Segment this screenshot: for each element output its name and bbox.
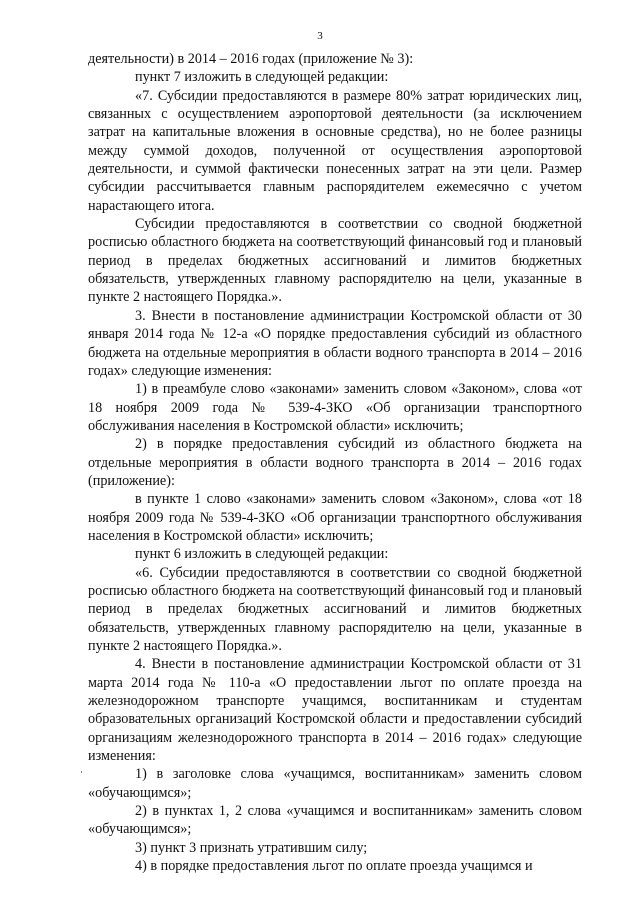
paragraph-section-3: 3. Внести в постановление администрации Костромской области от 30 января 2014 года № 12-а «О порядке предоставления субсидий из областного бюджета на отдельные мероприятия в области водного транспорта в 2014 – 2016 годах» следующие изменения:: [88, 307, 582, 379]
paragraph-section-4: 4. Внести в постановление администрации Костромской области от 31 марта 2014 года № 110-а «О предоставлении льгот по оплате проезда на железнодорожном транспорте учащимся, воспитанникам и студентам образовательных организаций Костромской области и предоставлении субсидий организациям железнодорожного транспорта в 2014 – 2016 годах» следующие изменения:: [88, 656, 582, 765]
paragraph-item-6-text: «6. Субсидии предоставляются в соответствии со сводной бюджетной росписью областного бюджета на соответствующий финансовый год и плановый период в пределах бюджетных ассигнований и лимитов бюджетных обязательств, утвержденных главному распорядителю на цели, указанные в пункте 2 настоящего Порядка.».: [88, 564, 582, 654]
paragraph-item-7-text: «7. Субсидии предоставляются в размере 80% затрат юридических лиц, связанных с осуществлением аэропортовой деятельности (за исключением затрат на капитальные вложения в основные средства), но не более разницы между суммой доходов, полученной от осуществления аэропортовой деятельности, и суммой фактически понесенных затрат на эти цели. Размер субсидии рассчитывается главным распорядителем ежемесячно с учетом нарастающего итога.: [88, 87, 582, 214]
paragraph-continuation: деятельности) в 2014 – 2016 годах (приложение № 3):: [88, 51, 414, 67]
paragraph-section-3-sub-1: 1) в преамбуле слово «законами» заменить словом «Законом», слова «от 18 ноября 2009 года № 539-4-ЗКО «Об организации транспортного обслуживания населения в Костромской области» исключить;: [88, 381, 582, 434]
page-number: 3: [317, 30, 323, 42]
paragraph-section-3-sub-2: 2) в порядке предоставления субсидий из областного бюджета на отдельные мероприятия в области водного транспорта в 2014 – 2016 годах (приложение):: [88, 436, 582, 489]
paragraph-subsidies-budget: Субсидии предоставляются в соответствии со сводной бюджетной росписью областного бюджета на соответствующий финансовый год и плановый период в пределах бюджетных ассигнований и лимитов бюджетных обязательств, утвержденных главному распорядителю на цели, указанные в пункте 2 настоящего Порядка.».: [88, 216, 582, 306]
paragraph-section-4-sub-4: 4) в порядке предоставления льгот по оплате проезда учащимся и: [135, 858, 533, 875]
paragraph-item-7-intro: пункт 7 изложить в следующей редакции:: [135, 69, 389, 86]
paragraph-section-3-item-1: в пункте 1 слово «законами» заменить словом «Законом», слова «от 18 ноября 2009 года № 539-4-ЗКО «Об организации транспортного обслуживания населения в Костромской области» исключить;: [88, 491, 582, 544]
paragraph-section-4-sub-1: 1) в заголовке слова «учащимся, воспитанникам» заменить словом «обучающимся»;: [88, 766, 582, 801]
paragraph-section-4-sub-3: 3) пункт 3 признать утратившим силу;: [135, 839, 368, 856]
margin-speck: [81, 771, 82, 773]
document-body: [88, 50, 582, 875]
paragraph-section-4-sub-2: 2) в пунктах 1, 2 слова «учащимся и воспитанникам» заменить словом «обучающимся»;: [88, 803, 582, 838]
paragraph-item-6-intro: пункт 6 изложить в следующей редакции:: [135, 546, 389, 563]
